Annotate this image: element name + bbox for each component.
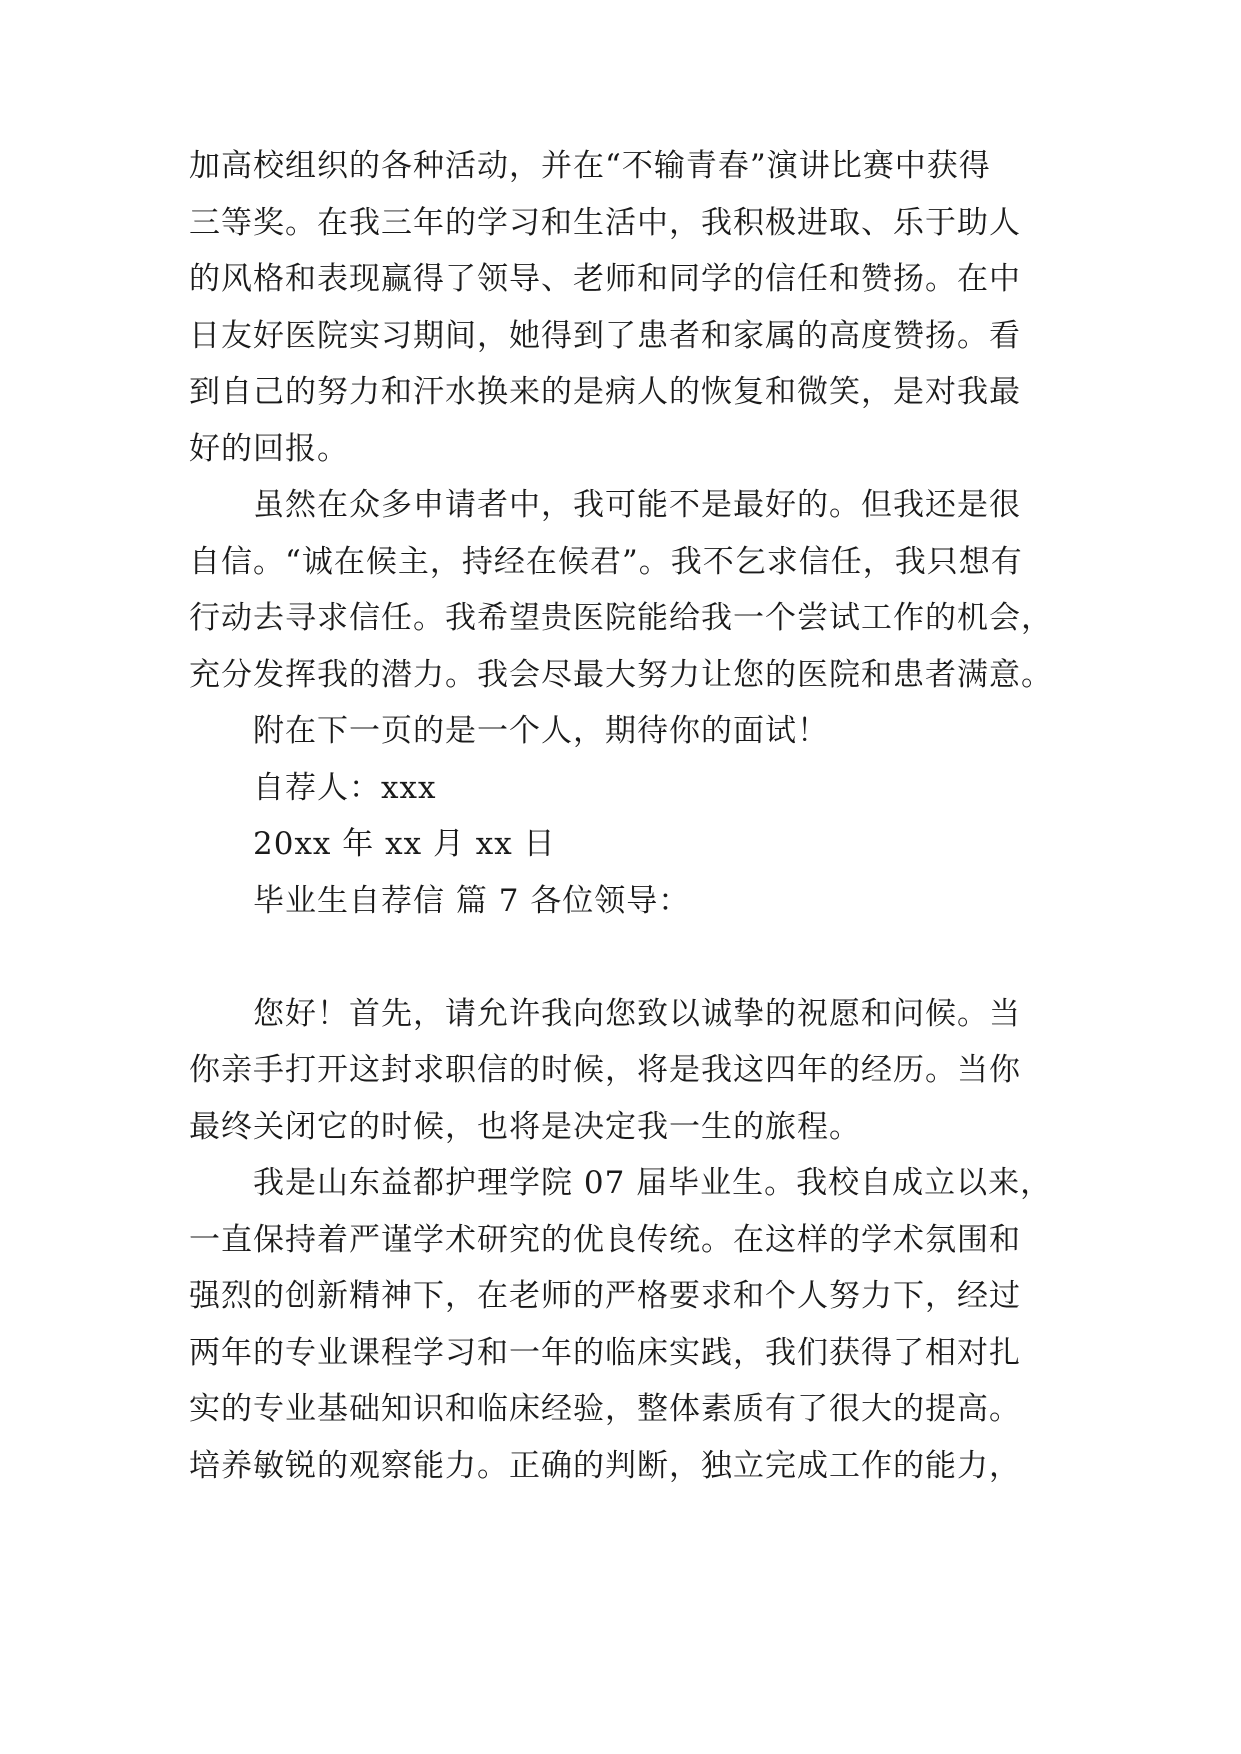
- text-line: 强烈的创新精神下，在老师的严格要求和个人努力下，经过: [189, 1278, 1021, 1314]
- text-line: 行动去寻求信任。我希望贵医院能给我一个尝试工作的机会，: [189, 600, 1053, 636]
- text-line: 加高校组织的各种活动，并在“不输青春”演讲比赛中获得: [189, 148, 991, 184]
- text-line: 三等奖。在我三年的学习和生活中，我积极进取、乐于助人: [189, 205, 1021, 241]
- signature-line: 自荐人：xxx: [253, 770, 437, 806]
- paragraph-start-line: 您好！首先，请允许我向您致以诚挚的祝愿和问候。当: [253, 996, 1021, 1032]
- paragraph-start-line: 我是山东益都护理学院 07 届毕业生。我校自成立以来，: [253, 1165, 1053, 1201]
- text-line: 自信。“诚在候主，持经在候君”。我不乞求信任，我只想有: [189, 544, 1023, 580]
- text-line: 你亲手打开这封求职信的时候，将是我这四年的经历。当你: [189, 1052, 1021, 1088]
- date-line: 20xx 年 xx 月 xx 日: [253, 826, 556, 862]
- text-line: 充分发挥我的潜力。我会尽最大努力让您的医院和患者满意。: [189, 657, 1053, 693]
- text-line: 实的专业基础知识和临床经验，整体素质有了很大的提高。: [189, 1391, 1021, 1427]
- text-line: 一直保持着严谨学术研究的优良传统。在这样的学术氛围和: [189, 1222, 1021, 1258]
- paragraph-start-line: 虽然在众多申请者中，我可能不是最好的。但我还是很: [253, 487, 1021, 523]
- text-line: 好的回报。: [189, 431, 349, 467]
- text-line: 的风格和表现赢得了领导、老师和同学的信任和赞扬。在中: [189, 261, 1021, 297]
- text-line: 培养敏锐的观察能力。正确的判断，独立完成工作的能力，: [189, 1448, 1021, 1484]
- text-line: 两年的专业课程学习和一年的临床实践，我们获得了相对扎: [189, 1335, 1021, 1371]
- text-line: 到自己的努力和汗水换来的是病人的恢复和微笑，是对我最: [189, 374, 1021, 410]
- text-line: 最终关闭它的时候，也将是决定我一生的旅程。: [189, 1109, 861, 1145]
- section-heading: 毕业生自荐信 篇 7 各位领导：: [253, 883, 691, 919]
- text-line: 日友好医院实习期间，她得到了患者和家属的高度赞扬。看: [189, 318, 1021, 354]
- closing-line: 附在下一页的是一个人，期待你的面试！: [253, 713, 829, 749]
